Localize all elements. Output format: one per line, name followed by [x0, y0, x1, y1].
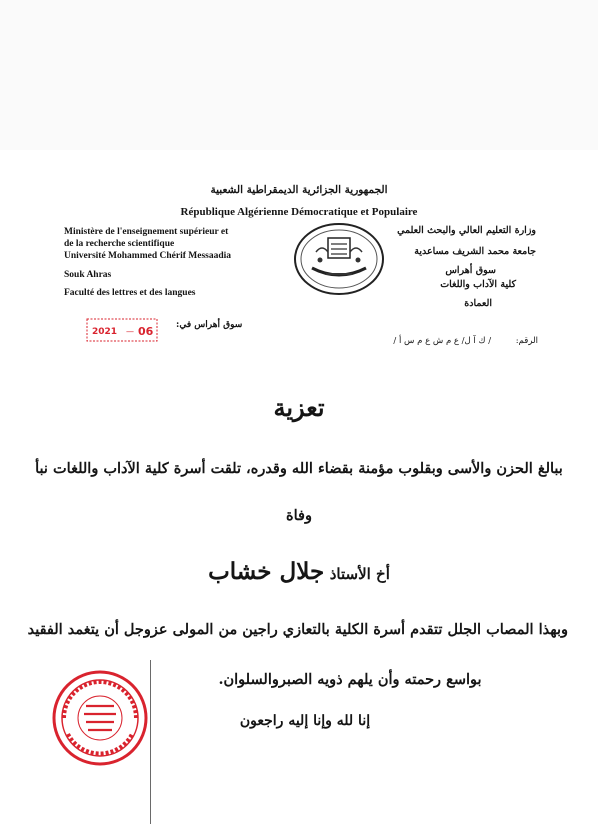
header-republic-french: République Algérienne Démocratique et Populaire — [180, 206, 418, 218]
header-republic-arabic: الجمهورية الجزائرية الديمقراطية الشعبية — [210, 184, 388, 196]
reference-row — [393, 336, 538, 346]
institution-line-ar: جامعة محمد الشريف مساعدية — [414, 245, 536, 257]
institution-line-ar: كلية الآداب واللغات — [440, 278, 516, 290]
institution-line-ar: وزارة التعليم العالي والبحث العلمي — [397, 225, 536, 236]
date-stamp — [86, 318, 158, 342]
institution-line: Ministère de l'enseignement supérieur et — [64, 227, 229, 237]
reference-value: / ك آ ل/ ع م ش ع م س أ / — [393, 336, 492, 346]
body-line-4: وبهذا المصاب الجلل تتقدم أسرة الكلية بالتعازي راجين من المولى عزوجل أن يتغمد الفقيد — [27, 621, 568, 638]
body-line-3 — [30, 558, 568, 585]
body-line-2: وفاة — [286, 507, 312, 524]
french-institution-block — [64, 226, 294, 299]
institution-line: Souk Ahras — [64, 269, 112, 280]
date-stamp-separator: — — [126, 327, 134, 336]
reference-label: الرقم: — [515, 336, 538, 346]
faculty-seal-icon — [50, 668, 150, 768]
institution-line-ar: العمادة — [464, 298, 492, 309]
arabic-institution-block — [316, 224, 536, 311]
institution-line: de la recherche scientifique — [64, 239, 175, 250]
deceased-name: جلال خشاب — [208, 558, 325, 585]
institution-line-ar: سوق أهراس — [445, 265, 496, 276]
place-date-label: سوق أهراس في: — [176, 320, 243, 330]
body-line-1: ببالغ الحزن والأسى وبقلوب مؤمنة بقضاء الله وقدره، تلقت أسرة كلية الآداب واللغات نبأ — [35, 460, 563, 477]
institution-line: Université Mohammed Chérif Messaadia — [64, 251, 232, 262]
scan-top-margin — [0, 0, 598, 150]
date-stamp-year: 2021 — [92, 327, 118, 337]
institution-line: Faculté des lettres et des langues — [64, 287, 196, 298]
body-line-6: إنا لله وإنا إليه راجعون — [239, 713, 371, 729]
page-title: تعزية — [273, 393, 325, 422]
date-stamp-day: 06 — [138, 325, 154, 338]
signature-margin-line — [150, 660, 151, 824]
body-line-3-prefix: أخ الأستاذ — [329, 565, 390, 583]
body-line-5: بواسع رحمته وأن يلهم ذويه الصبروالسلوان. — [218, 671, 482, 688]
